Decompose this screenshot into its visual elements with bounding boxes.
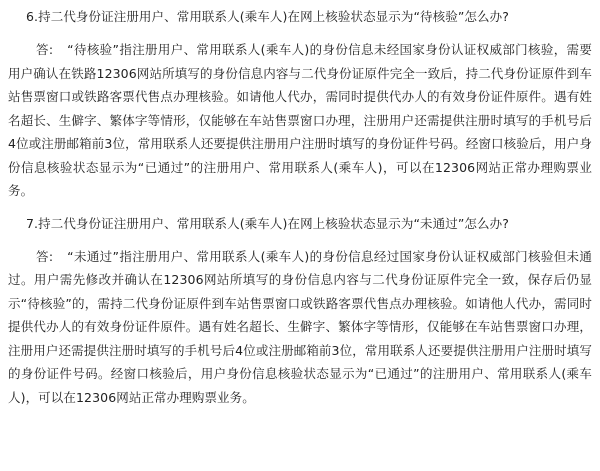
- answer-label: 答:: [36, 42, 54, 57]
- faq-answer-7: [8, 245, 592, 410]
- faq-question-7: 7.持二代身份证注册用户、常用联系人(乘车人)在网上核验状态显示为“未通过”怎么办?: [26, 215, 509, 231]
- faq-answer-6: [8, 38, 592, 203]
- faq-answer-7-text: “未通过”指注册用户、常用联系人(乘车人)的身份信息经过国家身份认证权威部门核验但未通过。用户需先修改并确认在12306网站所填写的身份信息内容与二代身份证原件完全一致，保存后仍显示“待核验”的，需持二代身份证原件到车站售票窗口或铁路客票代售点办理核验。如请他人代办，需同时提供代办人的有效身份证件原件。遇有姓名超长、生僻字、繁体字等情形，仅能够在车站售票窗口办理，注册用户还需提供注册时填写的手机号后4位或注册邮箱前3位，常用联系人还要提供注册用户注册时填写的身份证件号码。经窗口核验后，用户身份信息核验状态显示为“已通过”的注册用户、常用联系人(乘车人)，可以在12306网站正常办理购票业务。: [8, 248, 592, 405]
- faq-question-6: 6.持二代身份证注册用户、常用联系人(乘车人)在网上核验状态显示为“待核验”怎么办?: [26, 9, 509, 24]
- faq-answer-6-text: “待核验”指注册用户、常用联系人(乘车人)的身份信息未经国家身份认证权威部门核验，需要用户确认在铁路12306网站所填写的身份信息内容与二代身份证原件完全一致后，持二代身份证原件到车站售票窗口或铁路客票代售点办理核验。如请他人代办，需同时提供代办人的有效身份证件原件。遇有姓名超长、生僻字、繁体字等情形，仅能够在车站售票窗口办理，注册用户还需提供注册时填写的手机号后4位或注册邮箱前3位，常用联系人还要提供注册用户注册时填写的身份证件号码。经窗口核验后，用户身份信息核验状态显示为“已通过”的注册用户、常用联系人(乘车人)，可以在12306网站正常办理购票业务。: [8, 42, 592, 198]
- answer-label: 答:: [36, 248, 54, 264]
